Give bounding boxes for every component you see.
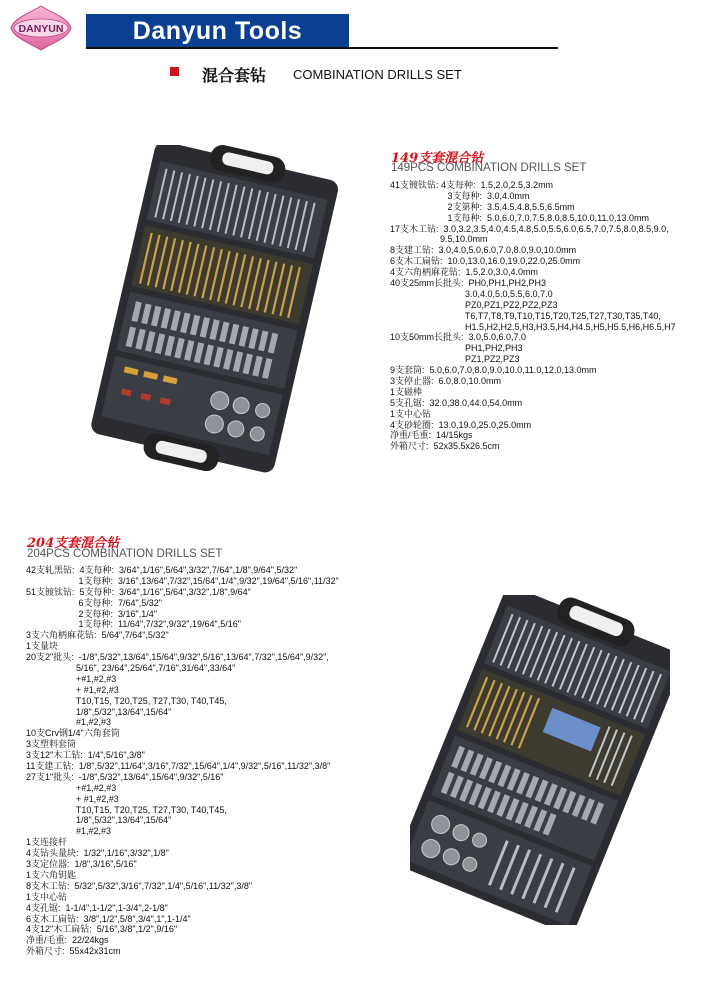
- set204-spec-line: T10,T15, T20,T25, T27,T30, T40,T45,: [26, 695, 227, 706]
- set204-subtitle: 204PCS COMBINATION DRILLS SET: [27, 548, 223, 560]
- set149-spec-line: T6,T7,T8,T9,T10,T15,T20,T25,T27,T30,T35,T40,: [390, 310, 661, 321]
- set204-spec-line: #1,#2,#3: [26, 826, 112, 837]
- set204-spec-line: 8支木工钻: 5/32",5/32",3/16",7/32",1/4",5/16",11/32",3/8": [26, 880, 253, 891]
- header-divider: [86, 47, 558, 49]
- set204-spec-line: 5/16", 23/64",25/64",7/16",31/64",33/64": [26, 663, 236, 674]
- set149-spec-line: 9.5,10.0mm: [390, 234, 488, 245]
- set149-spec-line: PZ0,PZ1,PZ2,PZ2,PZ3: [390, 299, 558, 310]
- set204-spec-line: T10,T15, T20,T25, T27,T30, T40,T45,: [26, 804, 227, 815]
- set149-spec-line: H1.5,H2,H2.5,H3,H3.5,H4,H4.5,H5,H5.5,H6,H6.5,H7: [390, 321, 676, 332]
- product-image-149pcs-case: [90, 145, 338, 475]
- set204-spec-line: 4支钻头量块: 1/32",1/16",3/32",1/8": [26, 848, 169, 859]
- set204-spec-line: 42支轧黑钻: 4支每种: 3/64",1/16",5/64",3/32",7/64",1/8",9/64",5/32": [26, 565, 298, 575]
- set204-title: 204支套混合钻: [27, 536, 120, 551]
- set149-spec-line: 外箱尺寸: 52x35.5x26.5cm: [390, 441, 500, 452]
- set204-spec-line: +#1,#2,#3: [26, 782, 117, 793]
- section-title-cn: 混合套钻: [202, 66, 267, 85]
- set149-subtitle: 149PCS COMBINATION DRILLS SET: [391, 162, 587, 174]
- set204-spec-line: 1支量块: [26, 641, 59, 652]
- set204-spec-line: 外箱尺寸: 55x42x31cm: [26, 946, 121, 957]
- set149-spec-line: 1支每种: 5.0,6.0,7.0,7.5,8.0,8.5,10.0,11.0,13.0mm: [390, 212, 649, 223]
- section-marker-icon: [170, 67, 179, 76]
- set204-spec-line: 1支中心钻: [26, 891, 68, 902]
- set204-spec-line: 1/8",5/32",13/64",15/64": [26, 815, 172, 826]
- brand-logo: [8, 4, 74, 52]
- set149-spec-line: 3.0,4.0,5.0,5.5,6.0,7.0: [390, 288, 553, 299]
- set149-spec-line: 1支磁棒: [390, 386, 423, 397]
- product-image-204pcs-case: [410, 595, 670, 925]
- set204-spec-list: [26, 565, 339, 957]
- set149-spec-line: 4支砂轮圈: 13.0,19.0,25.0,25.0mm: [390, 419, 532, 430]
- set204-spec-line: 6支每种: 7/64",5/32": [26, 597, 162, 608]
- set204-spec-line: +#1,#2,#3: [26, 673, 117, 684]
- set204-spec-line: 4支孔锯: 1-1/4",1-1/2",1-3/4",2-1/8": [26, 902, 168, 913]
- set149-spec-line: 41支镀钛钻: 4支每种: 1.5,2.0,2.5,3.2mm: [390, 180, 554, 190]
- set149-spec-line: 2支第种: 3.5,4.5,4.8,5.5,6.5mm: [390, 201, 575, 212]
- set149-spec-line: PZ1,PZ2,PZ3: [390, 354, 520, 365]
- section-title-en: COMBINATION DRILLS SET: [293, 67, 462, 82]
- set204-spec-line: + #1,#2,#3: [26, 793, 119, 804]
- set204-spec-line: 3支定位器: 1/8",3/16",5/16": [26, 859, 137, 870]
- set204-spec-line: 27支1"批头: -1/8",5/32",13/64",15/64",9/32",5/16": [26, 771, 224, 782]
- set204-spec-line: 1/8",5/32",13/64",15/64": [26, 706, 172, 717]
- set149-spec-line: 17支木工钻: 3.0,3.2,3.5,4.0,4.5,4.8,5.0,5.5,6.0,6.5,7.0,7.5,8.0,8.5,9.0,: [390, 223, 669, 234]
- set204-spec-line: 20支2"批头: -1/8",5/32",13/64",15/64",9/32",5/16",13/64",7/32",15/64",9/32",: [26, 652, 329, 663]
- set149-title: 149支套混合钻: [391, 151, 484, 166]
- set204-spec-line: 1支连接杆: [26, 837, 68, 848]
- set204-spec-line: 6支木工扁钻: 3/8",1/2",5/8",3/4",1",1-1/4": [26, 913, 191, 924]
- set149-spec-line: 3支停止器: 6.0,8.0,10.0mm: [390, 376, 502, 387]
- set204-spec-line: 3支塑料套筒: [26, 739, 77, 750]
- set204-spec-line: 3支六角柄麻花钻: 5/64",7/64",5/32": [26, 630, 169, 641]
- set149-spec-line: 9支套筒: 5.0,6.0,7.0,8.0,9.0,10.0,11.0,12.0,13.0mm: [390, 365, 597, 376]
- set204-spec-line: 2支每种: 3/16",1/4": [26, 608, 157, 619]
- set149-spec-line: 40支25mm长批头: PH0,PH1,PH2,PH3: [390, 278, 547, 289]
- set149-spec-line: 净重/毛重: 14/15kgs: [390, 430, 473, 441]
- set149-spec-list: [390, 180, 676, 452]
- set204-spec-line: + #1,#2,#3: [26, 684, 119, 695]
- brand-title: Danyun Tools: [86, 14, 349, 48]
- set204-spec-line: 11支建工钻: 1/8",5/32",11/64",3/16",7/32",15/64",1/4",9/32",5/16",11/32",3/8": [26, 761, 331, 772]
- svg-text:DANYUN: DANYUN: [18, 23, 64, 35]
- set204-spec-line: #1,#2,#3: [26, 717, 112, 728]
- set149-spec-line: PH1,PH2,PH3: [390, 343, 523, 354]
- set204-spec-line: 1支每种: 3/16",13/64",7/32",15/64",1/4",9/32",19/64",5/16",11/32": [26, 575, 339, 586]
- set149-spec-line: 10支50mm长批头: 3.0,5.0,6.0,7.0: [390, 332, 527, 343]
- set149-spec-line: 6支木工扁钻: 10.0,13.0,16.0,19.0,22.0,25.0mm: [390, 256, 581, 267]
- set204-spec-line: 3支12"木工钻: 1/4",5/16",3/8": [26, 750, 145, 761]
- set204-spec-line: 1支六角钥匙: [26, 869, 77, 880]
- set204-spec-line: 4支12"木工扁钻: 5/16",3/8",1/2",9/16": [26, 924, 178, 935]
- set149-spec-line: 1支中心钻: [390, 408, 432, 419]
- set149-spec-line: 4支六角柄麻花钻: 1.5,2.0,3.0,4.0mm: [390, 267, 539, 278]
- set149-spec-line: 3支每种: 3.0,4.0mm: [390, 190, 530, 201]
- set204-spec-line: 1支每种: 11/64",7/32",9/32",19/64",5/16": [26, 619, 241, 630]
- set204-spec-line: 51支镀钛钻: 5支每种: 3/64",1/16",5/64",3/32",1/8",9/64": [26, 586, 251, 597]
- set149-spec-line: 5支孔锯: 32.0,38.0,44.0,54.0mm: [390, 397, 523, 408]
- set149-spec-line: 8支建工钻: 3.0,4.0,5.0,6.0,7.0,8.0,9.0,10.0mm: [390, 245, 577, 256]
- set204-spec-line: 10支Crv钢1/4"六角套筒: [26, 728, 120, 739]
- set204-spec-line: 净重/毛重: 22/24kgs: [26, 935, 109, 946]
